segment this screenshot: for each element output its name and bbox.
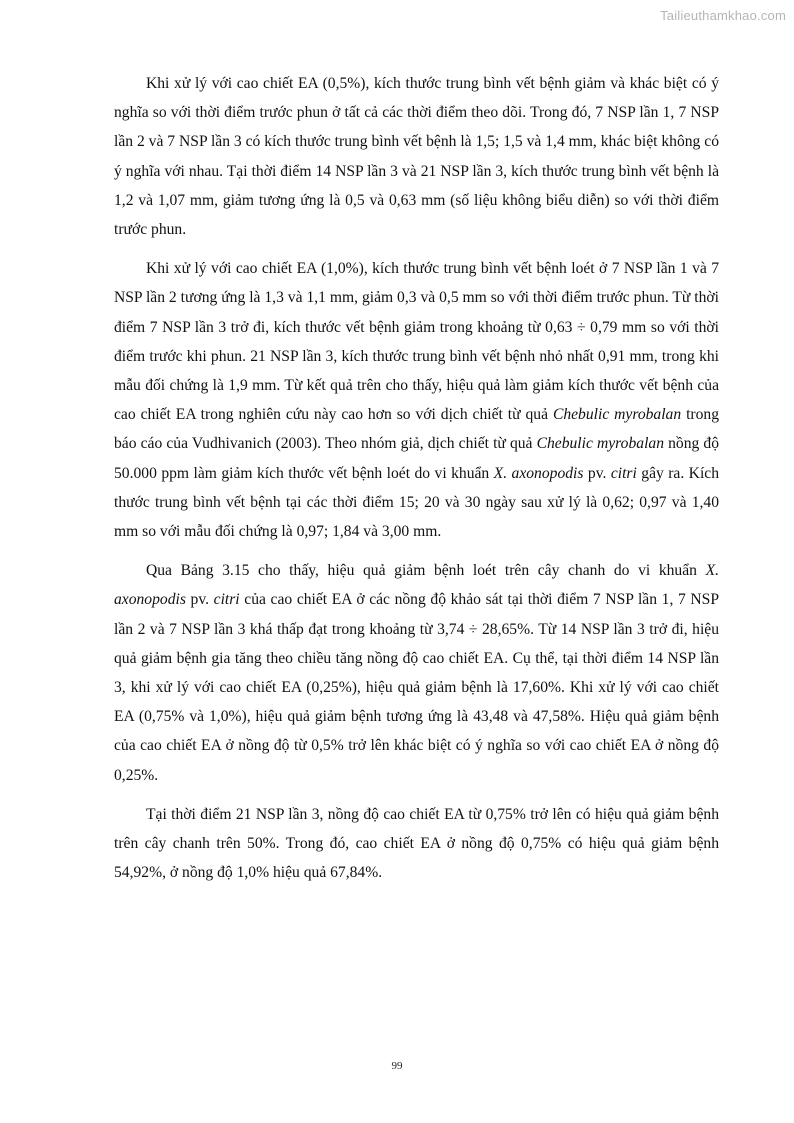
- paragraph: [114, 556, 719, 790]
- text-segment: pv.: [583, 464, 611, 482]
- paragraph: [114, 254, 719, 546]
- text-segment: của cao chiết EA ở các nồng độ khảo sát tại thời điểm 7 NSP lần 1, 7 NSP lần 2 và 7 NSP lần 3 khá thấp đạt trong khoảng từ 3,74 ÷ 28,65%. Từ 14 NSP lần 3 trở đi, hiệu quả giảm bệnh gia tăng theo chiều tăng nồng độ cao chiết EA. Cụ thể, tại thời điểm 14 NSP lần 3, khi xử lý với cao chiết EA (0,25%), hiệu quả giảm bệnh là 17,60%. Khi xử lý với cao chiết EA (0,75% và 1,0%), hiệu quả giảm bệnh tương ứng là 43,48 và 47,58%. Hiệu quả giảm bệnh của cao chiết EA ở nồng độ từ 0,5% trở lên khác biệt có ý nghĩa so với cao chiết EA ở nồng độ 0,25%.: [114, 591, 720, 784]
- text-segment: Khi xử lý với cao chiết EA (0,5%), kích thước trung bình vết bệnh giảm và khác biệt có ý nghĩa so với thời điểm trước phun ở tất cả các thời điểm theo dõi. Trong đó, 7 NSP lần 1, 7 NSP lần 2 và 7 NSP lần 3 có kích thước trung bình vết bệnh là 1,5; 1,5 và 1,4 mm, khác biệt không có ý nghĩa với nhau. Tại thời điểm 14 NSP lần 3 và 21 NSP lần 3, kích thước trung bình vết bệnh là 1,2 và 1,07 mm, giảm tương ứng là 0,5 và 0,63 mm (số liệu không biểu diễn) so với thời điểm trước phun.: [114, 75, 719, 239]
- italic-pathovar-name: citri: [610, 464, 637, 482]
- text-segment: gây ra. Kích thước trung bình vết bệnh tại các thời điểm 15; 20 và 30 ngày sau xử lý là 0,62; 0,97 và 1,40 mm so với mẫu đối chứng là 0,97; 1,84 và 3,00 mm.: [114, 464, 719, 541]
- text-segment: Qua Bảng 3.15 cho thấy, hiệu quả giảm bệnh loét trên cây chanh do vi khuẩn: [146, 562, 706, 580]
- italic-pathovar-name: citri: [213, 591, 240, 609]
- document-body: [114, 69, 719, 897]
- text-segment: trong báo cáo của Vudhivanich (2003). Theo nhóm giả, dịch chiết từ quả: [114, 406, 719, 453]
- watermark: Tailieuthamkhao.com: [660, 8, 786, 23]
- text-segment: Khi xử lý với cao chiết EA (1,0%), kích thước trung bình vết bệnh loét ở 7 NSP lần 1 và 7 NSP lần 2 tương ứng là 1,3 và 1,1 mm, giảm 0,3 và 0,5 mm so với thời điểm trước phun. Từ thời điểm 7 NSP lần 3 trở đi, kích thước vết bệnh giảm trong khoảng từ 0,63 ÷ 0,79 mm so với thời điểm trước khi phun. 21 NSP lần 3, kích thước trung bình vết bệnh nhỏ nhất 0,91 mm, trong khi mẫu đối chứng là 1,9 mm. Từ kết quả trên cho thấy, hiệu quả làm giảm kích thước vết bệnh của cao chiết EA trong nghiên cứu này cao hơn so với dịch chiết từ quả: [114, 260, 719, 424]
- text-segment: Tại thời điểm 21 NSP lần 3, nồng độ cao chiết EA từ 0,75% trở lên có hiệu quả giảm bệnh trên cây chanh trên 50%. Trong đó, cao chiết EA ở nồng độ 0,75% có hiệu quả giảm bệnh 54,92%, ở nồng độ 1,0% hiệu quả 67,84%.: [114, 805, 719, 882]
- text-segment: nồng độ 50.000 ppm làm giảm kích thước vết bệnh loét do vi khuẩn: [114, 435, 720, 482]
- italic-species-name: Chebulic myrobalan: [536, 435, 664, 453]
- paragraph: [114, 69, 719, 244]
- page-number: 99: [391, 1060, 403, 1072]
- text-segment: pv.: [185, 591, 214, 609]
- paragraph: [114, 800, 719, 888]
- italic-species-name: X. axonopodis: [114, 562, 719, 609]
- italic-species-name: X. axonopodis: [493, 464, 584, 482]
- italic-species-name: Chebulic myrobalan: [552, 406, 682, 424]
